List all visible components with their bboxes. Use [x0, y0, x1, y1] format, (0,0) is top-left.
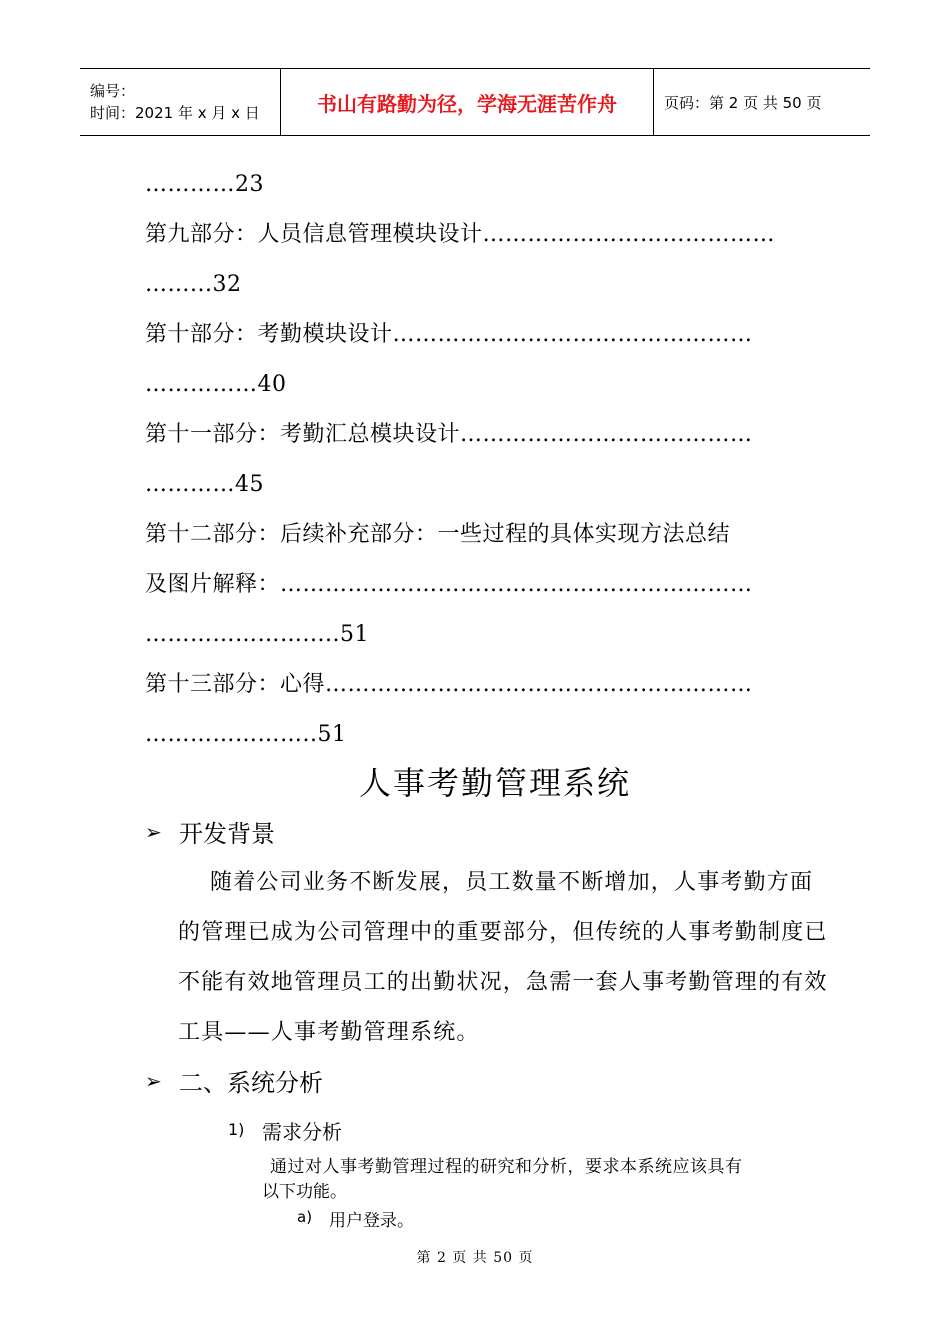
toc-line: 第十部分：考勤模块设计………………………………………… — [145, 322, 753, 347]
toc-line: 第十一部分：考勤汇总模块设计………………………………… — [145, 422, 753, 447]
section-heading-text: 开发背景 — [179, 820, 275, 848]
toc-line: …………………..51 — [145, 722, 347, 747]
paragraph-line: 工具——人事考勤管理系统。 — [178, 1020, 480, 1045]
paragraph-line: 的管理已成为公司管理中的重要部分，但传统的人事考勤制度已 — [178, 920, 828, 945]
code-label: 编号： — [90, 82, 136, 100]
toc-line: 及图片解释：……………………………………………………… — [145, 572, 753, 597]
toc-line: ……...32 — [145, 272, 242, 297]
header-meta — [80, 69, 281, 135]
subsection-number: 1) — [228, 1120, 245, 1139]
page-header — [80, 68, 870, 136]
document-title: 人事考勤管理系统 — [358, 764, 631, 802]
toc-line: 第九部分：人员信息管理模块设计………………………………… — [145, 222, 776, 247]
background-paragraph — [178, 858, 828, 1058]
page-label: 页码：第 2 页 共 50 页 — [664, 93, 822, 112]
motto-text: 书山有路勤为径，学海无涯苦作舟 — [317, 91, 617, 116]
paragraph-line: 随着公司业务不断发展，员工数量不断增加，人事考勤方面 — [210, 870, 814, 895]
toc-line: ………………….....51 — [145, 622, 369, 647]
toc-line: …………45 — [145, 472, 264, 497]
requirement-line: 通过对人事考勤管理过程的研究和分析，要求本系统应该具有 — [270, 1157, 743, 1177]
item-letter: a) — [297, 1208, 313, 1226]
requirement-item — [297, 1206, 414, 1231]
section-heading-analysis — [145, 1063, 323, 1098]
time-label: 时间：2021 年 x 月 x 日 — [90, 104, 260, 122]
toc-line: ……………40 — [145, 372, 287, 397]
paragraph-line: 不能有效地管理员工的出勤状况，急需一套人事考勤管理的有效 — [178, 970, 828, 995]
toc-line: 第十二部分：后续补充部分：一些过程的具体实现方法总结 — [145, 522, 731, 547]
table-of-contents — [145, 160, 815, 760]
requirement-text — [262, 1155, 743, 1205]
item-text: 用户登录。 — [329, 1211, 414, 1231]
section-heading-background — [145, 814, 275, 849]
subsection-title: 需求分析 — [262, 1120, 342, 1144]
toc-line: 第十三部分：心得………………………………………………… — [145, 672, 753, 697]
arrow-bullet-icon: ➢ — [145, 819, 162, 844]
section-heading-text: 二、系统分析 — [179, 1069, 323, 1097]
arrow-bullet-icon: ➢ — [145, 1068, 162, 1093]
subsection-heading — [228, 1116, 342, 1145]
requirement-line: 以下功能。 — [262, 1182, 347, 1202]
toc-line: …………23 — [145, 172, 264, 197]
header-page — [654, 69, 870, 135]
page-footer: 第 2 页 共 50 页 — [416, 1250, 534, 1266]
header-motto — [281, 69, 654, 135]
